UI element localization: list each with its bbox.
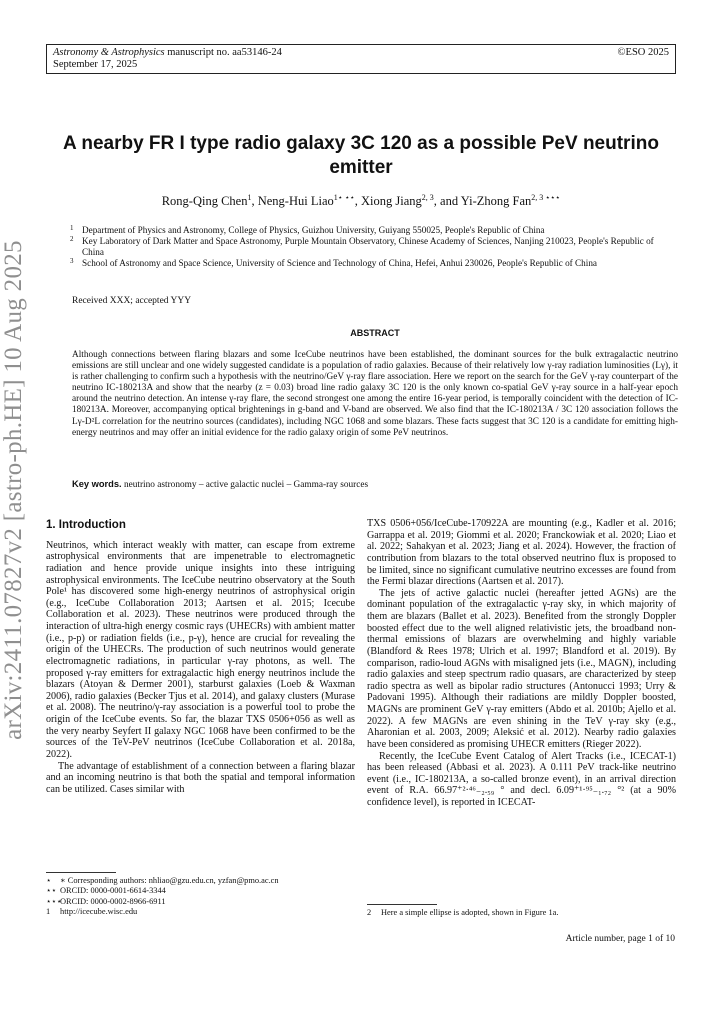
keywords xyxy=(72,479,678,490)
author-list: Rong-Qing Chen$^1$, Neng-Hui Liao$^{1⋆ ⋆⋆}$, Xiong Jiang$^{2, 3}$, and Yi-Zhong Fan$^{2, 3 ⋆⋆⋆}$ xyxy=(161,193,561,209)
footnote xyxy=(46,876,355,886)
manuscript-header xyxy=(46,44,676,74)
page-footer: Article number, page 1 of 10 xyxy=(565,934,675,944)
footnote-text: ∗ Corresponding authors: nhliao@gzu.edu.cn, yzfan@pmo.ac.cn xyxy=(60,876,279,885)
paragraph: The advantage of establishment of a connection between a flaring blazar and an incoming neutrino is that both the spatial and temporal information can be utilized. Cases similar with xyxy=(46,760,355,795)
header-date: September 17, 2025 xyxy=(53,59,138,70)
abstract-text: Although connections between flaring blazars and some IceCube neutrinos have been established, the dominant sources for the bulk extragalactic neutrino emissions are still unclear and one widely suggested candidate is a population of radio galaxies. Because of their relatively low γ-ray radiation luminosities (Lγ), it is rather challenging to confirm such a hypothesis with the neutrino/GeV γ-ray flare association. Here we report on the search for the GeV γ-ray counterpart of the neutrino IC-180213A and show that the nearby (z = 0.03) broad line radio galaxy 3C 120 is the only known co-spatial GeV γ-ray source in a half-year epoch around the neutrino detection. An intense γ-ray flare, the second strongest one among the entire 16-year period, is temporally coincident with the detection of IC-180213A. Moreover, accompanying optical brightenings in g-band and V-band are observed. We also find that the IC-180213A / 3C 120 association follows the Lγ-D²L correlation for the neutrino sources (candidates), including NGC 1068 and some blazars. These facts suggest that 3C 120 is a candidate for emitting high-energy neutrinos and may offer an initial evidence for the radio galaxy origin of some PeV neutrinos. xyxy=(72,350,678,438)
footnote-text: Here a simple ellipse is adopted, shown in Figure 1a. xyxy=(381,908,559,917)
affiliation-text: Department of Physics and Astronomy, College of Physics, Guizhou University, Guiyang 550025, People's Republic of China xyxy=(82,225,545,235)
footnote-right xyxy=(367,908,676,918)
footnote-mark: ⋆⋆⋆ xyxy=(46,896,62,906)
footnote-mark: ⋆ xyxy=(46,876,52,885)
footnotes-left xyxy=(46,876,355,917)
keywords-label: Key words. xyxy=(72,479,122,489)
footnote-text: http://icecube.wisc.edu xyxy=(60,906,138,916)
footnote xyxy=(46,886,355,896)
author-affil-mark: 2, 3 xyxy=(421,193,434,202)
paragraph: The jets of active galactic nuclei (hereafter jetted AGNs) are the dominant population of the extragalactic γ-ray sky, in which majority of them are blazars (Ballet et al. 2023). Benefited from the strongly Doppler boosted effect due to the well aligned relativistic jets, the broadband non-thermal emissions of blazars are overwhelming and highly variable (Blandford & Rees 1978; Ulrich et al. 1997; Blandford et al. 2019). By comparison, radio-loud AGNs with misaligned jets (i.e., MAGN), including radio galaxies and steep spectrum radio quasars, are characterized by steep radio spectra as well as bipolar radio structures (Antonucci 1993; Urry & Padovani 1995). Although their radiations are mildly Doppler boosted, MAGNs are prominent GeV γ-ray emitters (Abdo et al. 2010b; Ajello et al. 2022). A few MAGNs are even shining in the TeV γ-ray sky (e.g., Aharonian et al. 2003, 2009; Aleksić et al. 2012). Nearby radio galaxies have been considered as promising UHECR emitters (Rieger 2022). xyxy=(367,587,676,750)
affiliation-number: 1 xyxy=(70,224,74,232)
affiliation-number: 3 xyxy=(70,257,74,265)
received-line: Received XXX; accepted YYY xyxy=(72,296,192,306)
author-affil-mark: 2, 3 ⋆⋆⋆ xyxy=(531,193,561,202)
footnote xyxy=(46,907,355,917)
footnote-mark: ⋆⋆ xyxy=(46,886,57,896)
footnote-mark: 1 xyxy=(46,906,51,916)
footnote xyxy=(46,897,355,907)
author-name: Neng-Hui Liao xyxy=(257,194,334,209)
right-column xyxy=(367,518,676,809)
arxiv-stamp: arXiv:2411.07827v2 [astro-ph.HE] 10 Aug 2025 xyxy=(0,240,27,740)
affiliation-number: 2 xyxy=(70,235,74,243)
section-heading: 1. Introduction xyxy=(46,519,126,531)
keywords-text: neutrino astronomy – active galactic nuclei – Gamma-ray sources xyxy=(123,480,369,490)
footnote-rule xyxy=(367,904,437,905)
copyright: ©ESO 2025 xyxy=(617,47,669,58)
author-affil-mark: 1 xyxy=(247,193,252,202)
affiliation xyxy=(70,225,676,236)
footnote-text: ORCID: 0000-0001-6614-3344 xyxy=(60,886,166,896)
paper-title: A nearby FR I type radio galaxy 3C 120 as a possible PeV neutrino emitter xyxy=(63,133,659,178)
affiliation xyxy=(70,236,676,258)
paragraph: Recently, the IceCube Event Catalog of Alert Tracks (i.e., ICECAT-1) has been released (Abbasi et al. 2023). A 0.111 PeV track-like neutrino event (i.e., IC-180213A, a so-called bronze event), in an arrival direction event of R.A. 66.97⁺²·⁴⁶₋₂.₅₉ ° and decl. 6.09⁺¹·⁹⁵₋₁.₇₂ °² (at a 90% confidence level), is reported in ICECAT- xyxy=(367,750,676,808)
abstract-heading: ABSTRACT xyxy=(350,328,400,338)
affiliation xyxy=(70,258,676,269)
paragraph: Neutrinos, which interact weakly with matter, can escape from extreme astrophysical environments that are impenetrable to electromagnetic radiation and hence provide unique insights into these intriguing astrophysical environments. The IceCube neutrino observatory at the South Pole¹ has discovered some high-energy neutrinos of astrophysical origin (e.g., IceCube Collaboration 2013; Aartsen et al. 2015; Icecube Collaboration et al. 2023). These neutrinos were produced through the interaction of ultra-high energy cosmic rays (UHECRs) with ambient matter (i.e., p-p) or radiation fields (i.e., p-γ), hence are crucial for revealing the origin of the UHECRs. The production of such neutrinos would generate electromagnetic radiations, in particular γ-ray photons, as well. The proposed γ-ray emitters for extragalactic high energy neutrinos include the blazars (Atoyan & Dermer 2001), starburst galaxies (Loeb & Waxman 2006), radio galaxies (Becker Tjus et al. 2014), and galaxy clusters (Murase et al. 2008). The neutrino/γ-ray association is a powerful tool to probe the origin of the IceCube events. So far, the blazar TXS 0506+056 as well as the very nearby Seyfert II galaxy NGC 1068 have been confirmed to be the sources of the TeV-PeV neutrinos (IceCube Collaboration et al. 2018a, 2022). xyxy=(46,539,355,760)
footnote-rule xyxy=(46,872,116,873)
left-column xyxy=(46,518,355,795)
journal-name: Astronomy & Astrophysics xyxy=(53,47,165,58)
footnote-text: ORCID: 0000-0002-8966-6911 xyxy=(60,896,166,906)
affiliation-text: Key Laboratory of Dark Matter and Space Astronomy, Purple Mountain Observatory, Chinese Academy of Sciences, Nanjing 210023, People's Republic of China xyxy=(82,236,654,257)
author-name: Xiong Jiang xyxy=(361,194,422,209)
journal-line xyxy=(53,47,282,59)
author-affil-mark: 1⋆ ⋆⋆ xyxy=(333,193,355,202)
footnote-mark: 2 xyxy=(367,908,372,917)
paragraph: TXS 0506+056/IceCube-170922A are mounting (e.g., Kadler et al. 2016; Garrappa et al. 2019; Giommi et al. 2020; Franckowiak et al. 2020; Liao et al. 2022; Sahakyan et al. 2023; Jiang et al. 2024). However, the fraction of contribution from blazars to the total observed neutrino flux is proposed to be limited, since no significant cumulative neutrino excesses are found from the Fermi blazar directions (Aartsen et al. 2017). xyxy=(367,518,676,588)
affiliations xyxy=(70,225,676,269)
author-name: Yi-Zhong Fan xyxy=(460,194,532,209)
author-name: Rong-Qing Chen xyxy=(161,194,248,209)
manuscript-number: manuscript no. aa53146-24 xyxy=(167,47,282,58)
affiliation-text: School of Astronomy and Space Science, University of Science and Technology of China, Hefei, Anhui 230026, People's Republic of China xyxy=(82,258,597,268)
